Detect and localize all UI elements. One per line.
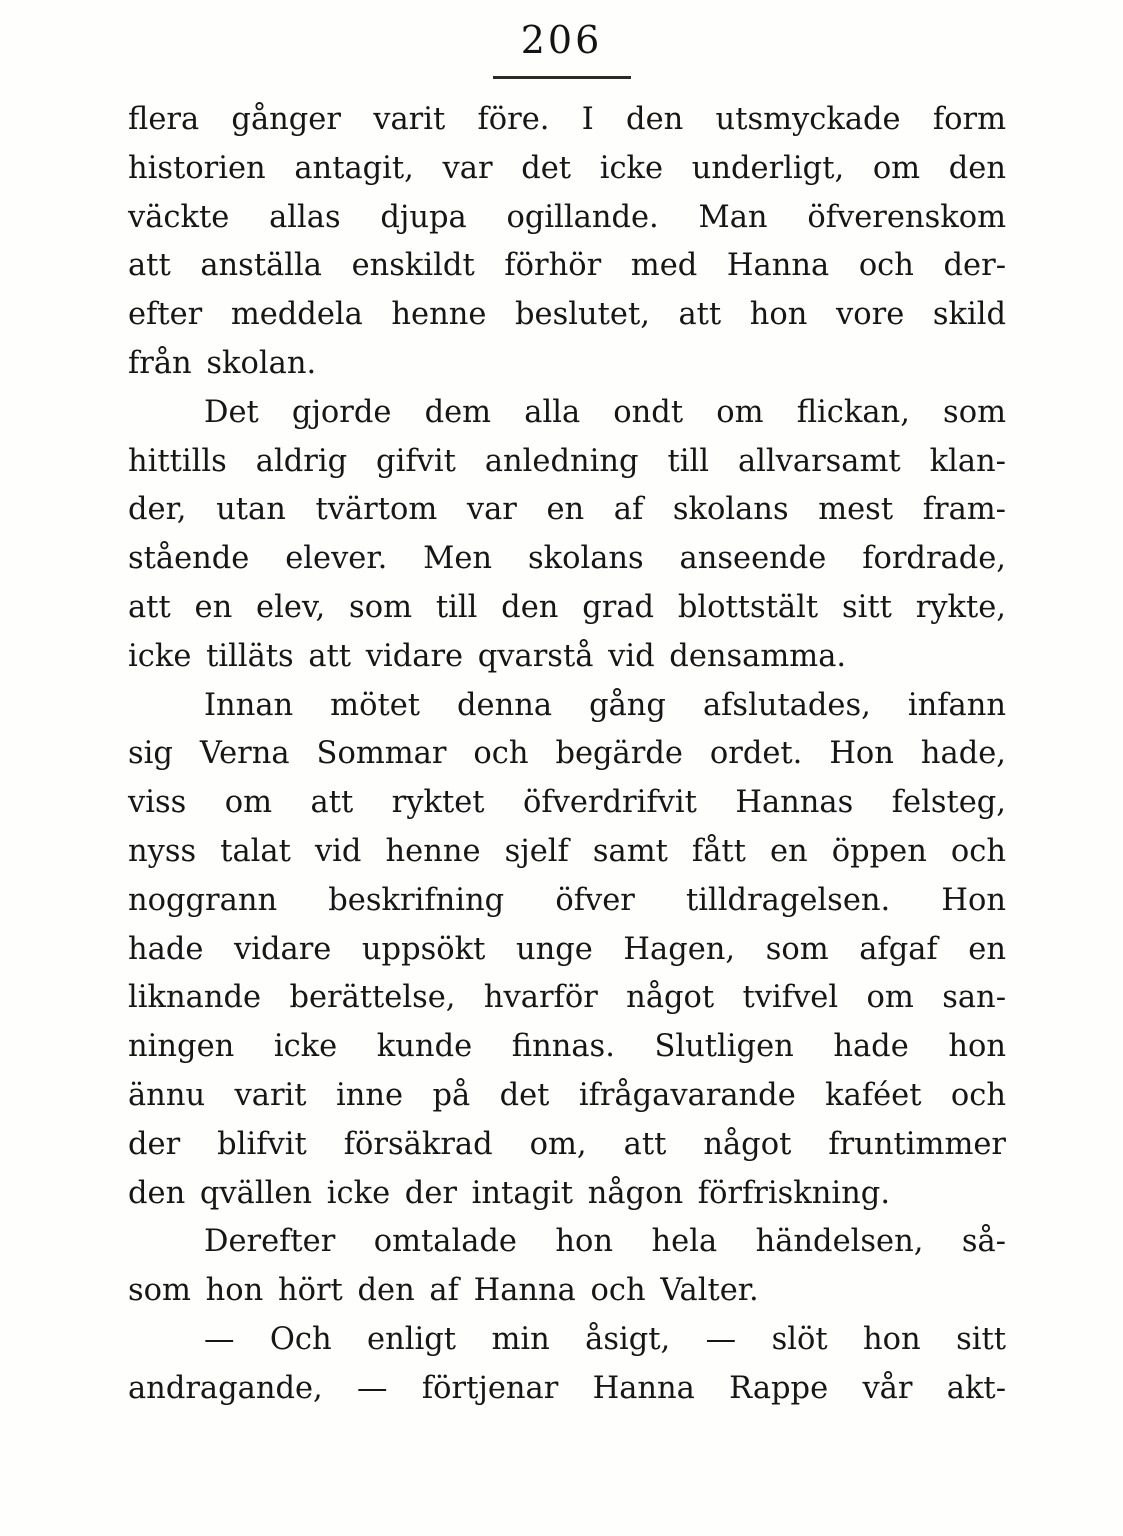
text-line: den qvällen icke der intagit någon förfriskning.	[128, 1175, 891, 1211]
text-line: stående elever. Men skolans anseende fordrade,	[128, 541, 1006, 577]
paragraph	[128, 682, 1006, 1219]
page-header	[0, 18, 1123, 62]
text-line: nyss talat vid henne sjelf samt fått en öppen och	[128, 833, 1006, 869]
paragraph	[128, 1316, 1006, 1414]
text-line: icke tilläts att vidare qvarstå vid densamma.	[128, 638, 847, 674]
text-line: Det gjorde dem alla ondt om flickan, som	[204, 394, 1006, 430]
page-number-rule	[493, 76, 631, 79]
text-line: liknande berättelse, hvarför något tvifvel om san-	[128, 980, 1006, 1016]
text-line: Derefter omtalade hon hela händelsen, så-	[204, 1224, 1006, 1260]
page-text	[128, 96, 1006, 1414]
text-line: att anställa enskildt förhör med Hanna och der-	[128, 248, 1006, 284]
text-line: andragande, — förtjenar Hanna Rappe vår akt-	[128, 1370, 1006, 1406]
text-line: väckte allas djupa ogillande. Man öfverenskom	[128, 199, 1006, 235]
paragraph	[128, 96, 1006, 389]
text-line: — Och enligt min åsigt, — slöt hon sitt	[204, 1321, 1006, 1357]
text-line: der blifvit försäkrad om, att något fruntimmer	[128, 1126, 1006, 1162]
text-line: flera gånger varit före. I den utsmyckade form	[128, 102, 1006, 137]
text-line: från skolan.	[128, 345, 317, 381]
text-line: som hon hört den af Hanna och Valter.	[128, 1273, 759, 1309]
text-line: der, utan tvärtom var en af skolans mest fram-	[128, 492, 1006, 528]
text-line: ningen icke kunde finnas. Slutligen hade hon	[128, 1029, 1006, 1065]
text-line: ännu varit inne på det ifrågavarande kaféet och	[128, 1077, 1006, 1113]
paragraph	[128, 389, 1006, 682]
text-line: noggrann beskrifning öfver tilldragelsen. Hon	[128, 882, 1006, 918]
text-line: efter meddela henne beslutet, att hon vore skild	[128, 297, 1006, 333]
text-line: Innan mötet denna gång afslutades, infann	[204, 687, 1006, 723]
text-line: viss om att ryktet öfverdrifvit Hannas felsteg,	[128, 785, 1006, 821]
text-line: att en elev, som till den grad blottstält sitt rykte,	[128, 589, 1006, 625]
text-line: sig Verna Sommar och begärde ordet. Hon hade,	[128, 736, 1006, 772]
text-line: historien antagit, var det icke underligt, om den	[128, 150, 1006, 186]
text-line: hade vidare uppsökt unge Hagen, som afgaf en	[128, 931, 1006, 967]
text-line: hittills aldrig gifvit anledning till allvarsamt klan-	[128, 443, 1006, 479]
paragraph	[128, 1218, 1006, 1316]
page-number: 206	[520, 18, 603, 62]
